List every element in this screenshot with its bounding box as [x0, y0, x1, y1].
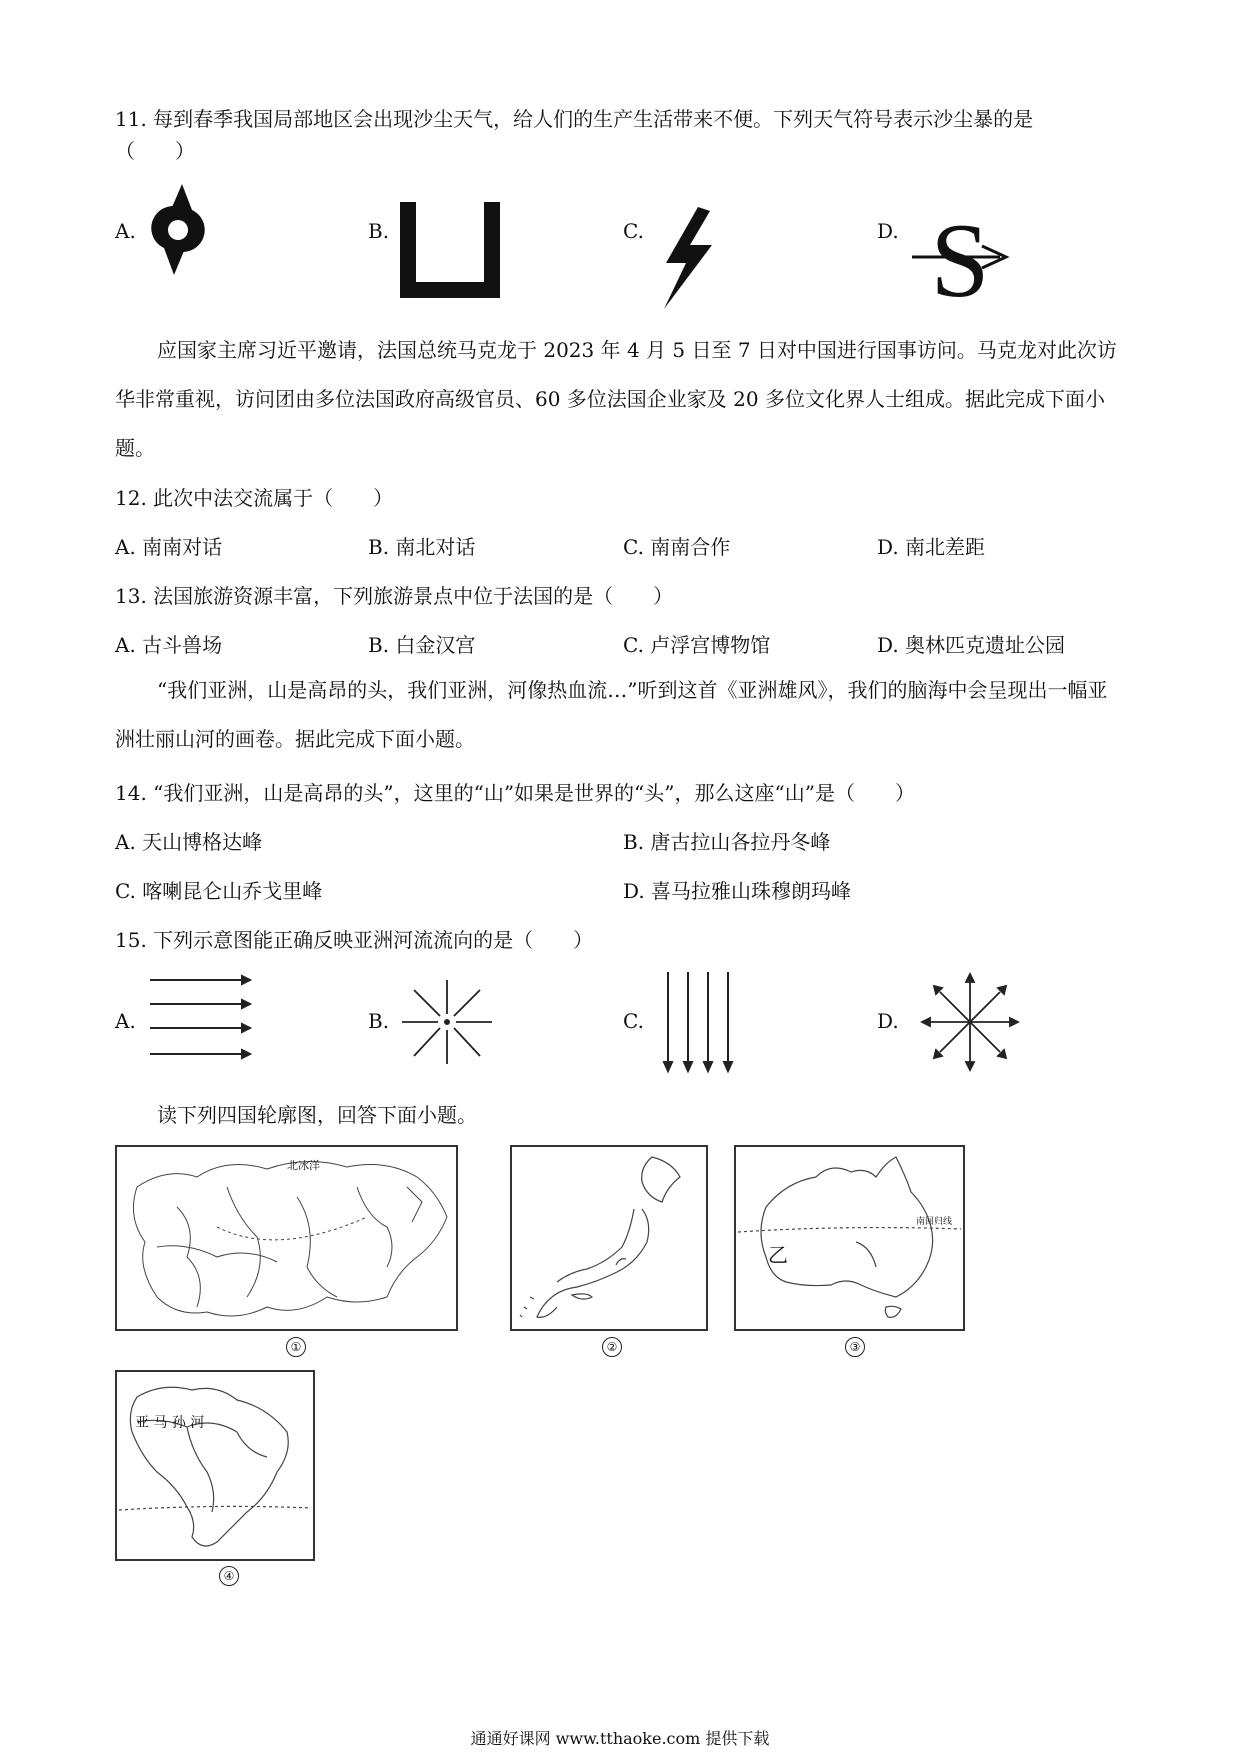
- maps-intro: 读下列四国轮廓图，回答下面小题。: [157, 1103, 477, 1127]
- q11-option-c-label: C.: [623, 219, 644, 243]
- russia-outline-icon: [117, 1147, 456, 1329]
- map-4-number: ④: [219, 1566, 239, 1586]
- lightning-symbol-icon: [658, 205, 718, 311]
- q11-option-b-label: B.: [368, 219, 390, 243]
- parallel-rivers-diagram-icon: [148, 972, 252, 1066]
- svg-text:S: S: [930, 212, 990, 304]
- q11-paren: （ ）: [115, 139, 195, 163]
- map-brazil: [115, 1370, 315, 1561]
- q14-option-a: A. 天山博格达峰: [115, 830, 263, 854]
- q13-option-c: C. 卢浮宫博物馆: [623, 633, 771, 657]
- australia-outline-icon: [736, 1147, 963, 1329]
- q11-option-d-label: D.: [877, 219, 899, 243]
- q11-stem: 11. 每到春季我国局部地区会出现沙尘天气，给人们的生产生活带来不便。下列天气符号表示沙尘暴的是: [115, 107, 1034, 131]
- q12-option-a: A. 南南对话: [115, 535, 223, 559]
- region-yi-label: 乙: [768, 1243, 788, 1267]
- passage-france-visit: 应国家主席习近平邀请，法国总统马克龙于 2023 年 4 月 5 日至 7 日对中国进行国事访问。马克龙对此次访华非常重视，访问团由多位法国政府高级官员、60 多位法国企业家及 20 多位文化界人士组成。据此完成下面小题。: [115, 338, 1117, 460]
- vertical-rivers-diagram-icon: [660, 970, 736, 1074]
- q13-option-d: D. 奥林匹克遗址公园: [877, 633, 1066, 657]
- japan-outline-icon: [512, 1147, 706, 1329]
- q13-stem: 13. 法国旅游资源丰富，下列旅游景点中位于法国的是（ ）: [115, 584, 674, 608]
- q14-stem: 14. “我们亚洲，山是高昂的头”，这里的“山”如果是世界的“头”，那么这座“山”是（ ）: [115, 781, 915, 805]
- map-russia: [115, 1145, 458, 1331]
- q15-option-b-label: B.: [368, 1009, 390, 1033]
- map-3-number: ③: [845, 1337, 865, 1357]
- q12-option-d: D. 南北差距: [877, 535, 986, 559]
- amazon-river-label: 亚 马 孙 河: [135, 1415, 205, 1431]
- arctic-ocean-label: 北冰洋: [287, 1159, 320, 1172]
- q14-option-b: B. 唐古拉山各拉丹冬峰: [623, 830, 831, 854]
- q12-stem: 12. 此次中法交流属于（ ）: [115, 486, 394, 510]
- radiating-rivers-diagram-icon: [920, 972, 1020, 1072]
- map-2-number: ②: [602, 1337, 622, 1357]
- q13-option-b: B. 白金汉宫: [368, 633, 476, 657]
- q11-option-a-label: A.: [115, 219, 136, 243]
- frost-symbol-icon: [398, 200, 502, 300]
- map-japan: [510, 1145, 708, 1331]
- page-footer: 通通好课网 www.tthaoke.com 提供下载: [470, 1729, 770, 1748]
- q13-option-a: A. 古斗兽场: [115, 633, 223, 657]
- q15-stem: 15. 下列示意图能正确反映亚洲河流流向的是（ ）: [115, 928, 594, 952]
- sandstorm-symbol-icon: [910, 212, 1010, 304]
- tropic-of-capricorn-label: 南回归线: [916, 1217, 953, 1227]
- q14-option-d: D. 喜马拉雅山珠穆朗玛峰: [623, 879, 852, 903]
- q15-option-c-label: C.: [623, 1009, 644, 1033]
- q12-option-b: B. 南北对话: [368, 535, 476, 559]
- brazil-outline-icon: [117, 1372, 313, 1559]
- q14-option-c: C. 喀喇昆仑山乔戈里峰: [115, 879, 323, 903]
- hurricane-symbol-icon: [148, 182, 208, 277]
- map-1-number: ①: [286, 1337, 306, 1357]
- q15-option-d-label: D.: [877, 1009, 899, 1033]
- q12-option-c: C. 南南合作: [623, 535, 731, 559]
- passage-asia-song: “我们亚洲，山是高昂的头，我们亚洲，河像热血流…”听到这首《亚洲雄风》，我们的脑海中会呈现出一幅亚洲壮丽山河的画卷。据此完成下面小题。: [115, 678, 1108, 751]
- q15-option-a-label: A.: [115, 1009, 136, 1033]
- converging-rivers-diagram-icon: [400, 978, 494, 1066]
- map-australia: [734, 1145, 965, 1331]
